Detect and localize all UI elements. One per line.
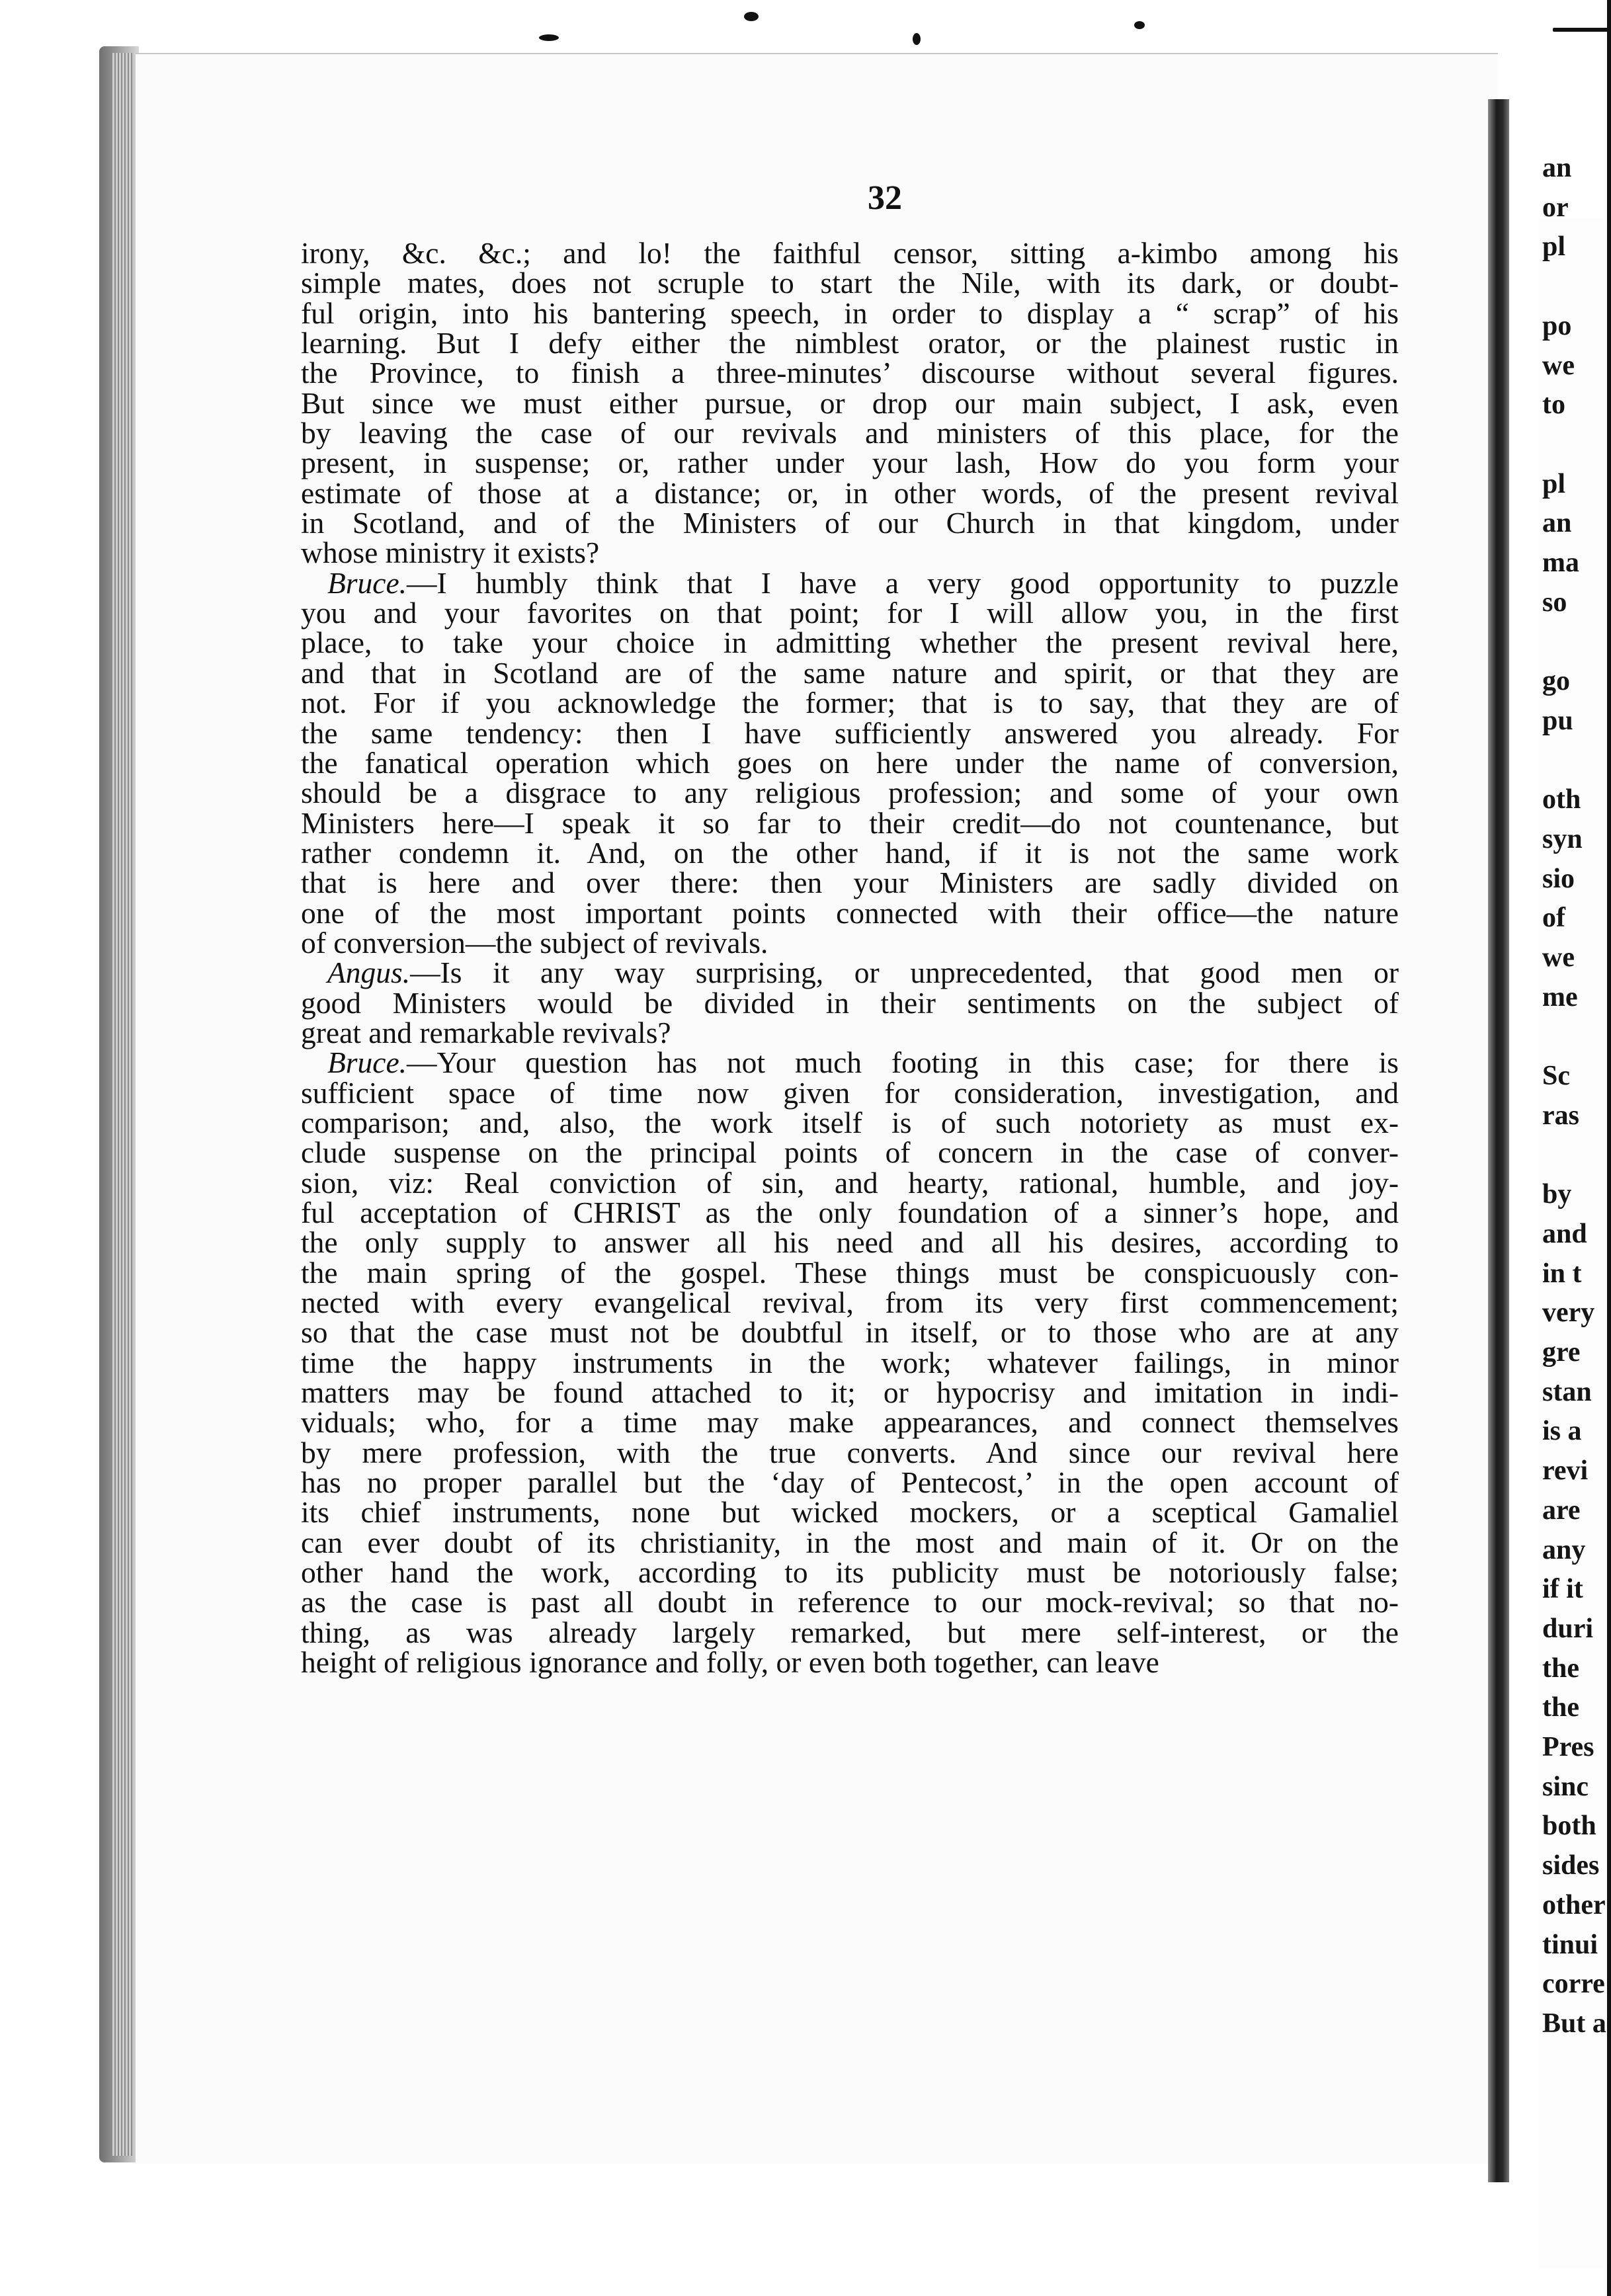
facing-page-text: very (1542, 1297, 1595, 1329)
text-line: so that the case must not be doubtful in itself, or to those who are at any (301, 1315, 1399, 1350)
text-line: that is here and over there: then your Ministers are sadly divided on (301, 866, 1399, 900)
text-line: Bruce.—I humbly think that I have a very good opportunity to puzzle (327, 565, 1399, 600)
text-line: the fanatical operation which goes on here under the name of conversion, (301, 745, 1399, 780)
text-line: one of the most important points connected with their office—the nature (301, 895, 1399, 930)
text-line: ful acceptation of CHRIST as the only foundation of a sinner’s hope, and (301, 1196, 1399, 1229)
facing-page-text: ras (1542, 1100, 1579, 1131)
text-line: rather condemn it. And, on the other hand, if it is not the same work (301, 835, 1399, 870)
facing-page-text: me (1542, 981, 1578, 1012)
page-edges (112, 53, 132, 2156)
text-line: by mere profession, with the true converts. And since our revival here (301, 1435, 1399, 1469)
text-line: the only supply to answer all his need and all his desires, according to (301, 1225, 1399, 1260)
text-line: ful origin, into his bantering speech, in order to display a “ scrap” of his (301, 296, 1399, 330)
facing-page-text: or (1542, 192, 1569, 223)
text-line: clude suspense on the principal points of concern in the case of conver- (301, 1135, 1399, 1170)
facing-page-text: stan (1542, 1376, 1592, 1407)
text-line: present, in suspense; or, rather under your lash, How do you form your (301, 446, 1399, 480)
facing-page-text: is a (1542, 1416, 1582, 1447)
facing-page-text: Sc (1542, 1061, 1570, 1092)
facing-page-text: ma (1542, 548, 1579, 578)
facing-page-text: an (1542, 508, 1572, 539)
text-line: Bruce.—Your question has not much footing in this case; for there is (327, 1046, 1399, 1080)
text-line: matters may be found attached to it; or hypocrisy and imitation in indi- (301, 1375, 1399, 1410)
facing-page-text: corre (1542, 1969, 1605, 2000)
facing-page-text: are (1542, 1495, 1581, 1526)
facing-page-text: we (1542, 350, 1575, 381)
text-line: place, to take your choice in admitting whether the present revival here, (301, 626, 1399, 660)
speaker-name: Angus. (327, 956, 411, 990)
text-line: other hand the work, according to its publicity must be notoriously false; (301, 1555, 1399, 1590)
text-line: comparison; and, also, the work itself is of such notoriety as must ex- (301, 1105, 1399, 1139)
scan-speck (744, 12, 759, 21)
text-line: Ministers here—I speak it so far to their credit—do not countenance, but (301, 805, 1399, 840)
facing-page-text: both (1542, 1811, 1596, 1842)
facing-page-text: sides (1542, 1850, 1600, 1881)
text-line: whose ministry it exists? (301, 536, 600, 570)
text-line: as the case is past all doubt in reference to our mock-revival; so that no- (301, 1585, 1399, 1620)
text-line: sion, viz: Real conviction of sin, and hearty, rational, humble, and joy- (301, 1165, 1399, 1200)
text-line: you and your favorites on that point; for I will allow you, in the first (301, 596, 1399, 630)
text-line: the main spring of the gospel. These things must be conspicuously con- (301, 1255, 1399, 1290)
speaker-name: Bruce. (327, 1046, 407, 1080)
text-line: great and remarkable revivals? (301, 1015, 671, 1049)
facing-page-text: pu (1542, 705, 1573, 736)
facing-page-text: we (1542, 942, 1575, 973)
text-line: But since we must either pursue, or drop our main subject, I ask, even (301, 386, 1399, 420)
facing-page-text: and (1542, 1218, 1587, 1249)
facing-page-text: any (1542, 1534, 1586, 1565)
page-number: 32 (868, 179, 902, 217)
facing-page-text: by (1542, 1179, 1572, 1210)
text-line: by leaving the case of our revivals and ministers of this place, for the (301, 416, 1399, 450)
text-line: thing, as was already largely remarked, but mere self-interest, or the (301, 1615, 1399, 1649)
text-line: learning. But I defy either the nimblest orator, or the plainest rustic in (301, 326, 1399, 360)
facing-page-text: syn (1542, 823, 1583, 854)
text-line: time the happy instruments in the work; whatever failings, in minor (301, 1345, 1399, 1379)
facing-page-fragment (1538, 153, 1611, 2268)
facing-page-text: oth (1542, 784, 1581, 815)
body-text (301, 238, 1399, 1678)
text-line: its chief instruments, none but wicked mockers, or a sceptical Gamaliel (301, 1495, 1399, 1530)
text-line: not. For if you acknowledge the former; that is to say, that they are of (301, 686, 1399, 720)
speaker-name: Bruce. (327, 565, 407, 600)
scan-edge (1607, 0, 1611, 2296)
scan-speck (1134, 21, 1145, 29)
text-line: of conversion—the subject of revivals. (301, 925, 768, 960)
facing-page-text: other (1542, 1889, 1606, 1920)
facing-page-text: to (1542, 390, 1565, 421)
facing-page-text: of (1542, 903, 1565, 934)
facing-page-text: po (1542, 310, 1572, 341)
text-line: nected with every evangelical revival, from its very first commencement; (301, 1286, 1399, 1320)
text-line: and that in Scotland are of the same nature and spirit, or that they are (301, 655, 1399, 690)
text-line: has no proper parallel but the ‘day of Pentecost,’ in the open account of (301, 1465, 1399, 1500)
scan-speck (539, 34, 559, 41)
text-line: should be a disgrace to any religious profession; and some of your own (301, 776, 1399, 810)
facing-page-text: But a (1542, 2008, 1606, 2039)
facing-page-text: pl (1542, 231, 1566, 263)
text-line: irony, &c. &c.; and lo! the faithful censor, sitting a-kimbo among his (301, 236, 1399, 270)
facing-page-text: duri (1542, 1613, 1594, 1644)
text-line: sufficient space of time now given for consideration, investigation, and (301, 1075, 1399, 1110)
facing-page-text: sinc (1542, 1771, 1589, 1802)
scan-speck (913, 33, 921, 45)
text-line: in Scotland, and of the Ministers of our Church in that kingdom, under (301, 506, 1399, 540)
facing-page-text: tinui (1542, 1929, 1598, 1960)
facing-page-text: Pres (1542, 1732, 1594, 1762)
text-line: Angus.—Is it any way surprising, or unprecedented, that good men or (327, 956, 1399, 990)
text-line: height of religious ignorance and folly, or even both together, can leave (301, 1645, 1159, 1680)
text-line: good Ministers would be divided in their sentiments on the subject of (301, 985, 1399, 1020)
text-line: the same tendency: then I have sufficiently answered you already. For (301, 716, 1399, 750)
facing-page-text: an (1542, 153, 1572, 183)
facing-page-text: revi (1542, 1456, 1589, 1487)
facing-page-text: the (1542, 1692, 1579, 1723)
book-gutter (1488, 99, 1509, 2182)
text-line: estimate of those at a distance; or, in other words, of the present revival (301, 475, 1399, 510)
scan-speck (1553, 28, 1611, 32)
facing-page-text: in t (1542, 1258, 1582, 1289)
text-line: can ever doubt of its christianity, in the most and main of it. Or on the (301, 1525, 1399, 1559)
facing-page-text: the (1542, 1653, 1579, 1684)
facing-page-text: pl (1542, 468, 1566, 499)
facing-page-text: gre (1542, 1337, 1581, 1368)
text-line: simple mates, does not scruple to start the Nile, with its dark, or doubt- (301, 266, 1399, 300)
facing-page-text: if it (1542, 1574, 1583, 1605)
facing-page-text: sio (1542, 863, 1575, 894)
facing-page-text: so (1542, 587, 1567, 618)
text-line: the Province, to finish a three-minutes’ discourse without several figures. (301, 356, 1399, 390)
text-line: viduals; who, for a time may make appearances, and connect themselves (301, 1405, 1399, 1440)
facing-page-text: go (1542, 666, 1570, 697)
